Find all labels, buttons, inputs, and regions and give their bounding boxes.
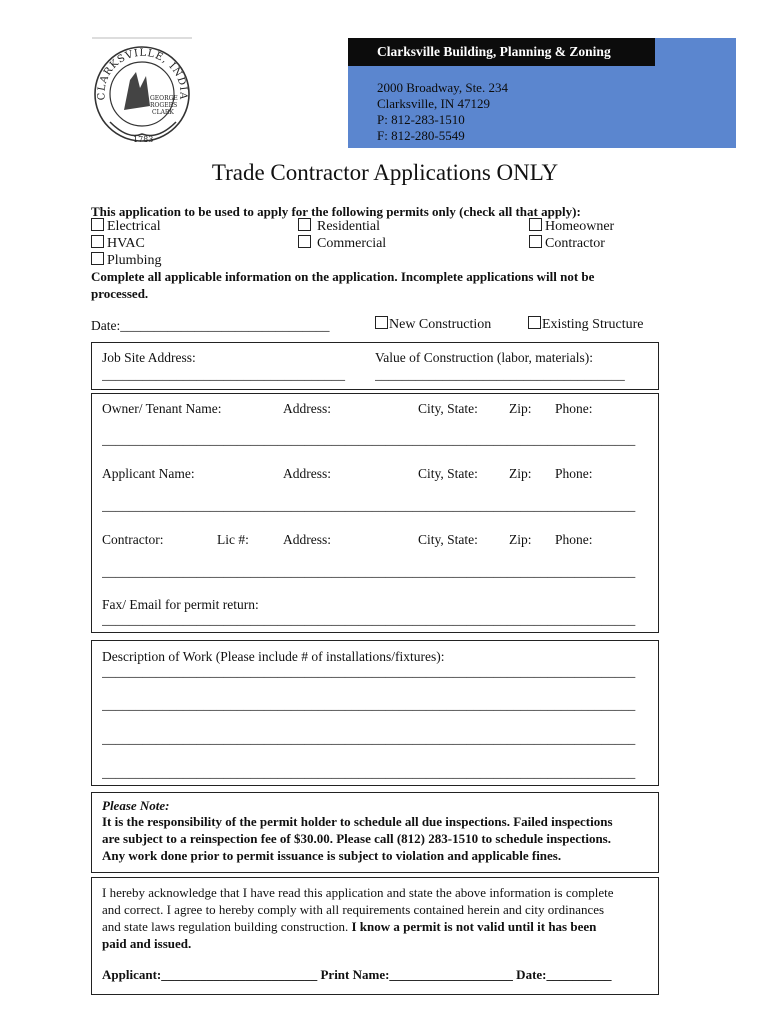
license-number-label: Lic #: [217, 532, 249, 547]
acknowledge-line-3-bold: I know a permit is not valid until it has been [351, 919, 597, 934]
note-line-1: It is the responsibility of the permit holder to schedule all due inspections. Failed inspections [102, 814, 613, 829]
checkbox-hvac[interactable] [91, 235, 145, 252]
construction-value-label: Value of Construction (labor, materials): [375, 350, 594, 365]
checkbox-box[interactable] [91, 252, 104, 265]
note-line-2: are subject to a reinspection fee of $30.00. Please call (812) 283-1510 to schedule inspections. [102, 831, 611, 846]
checkbox-box[interactable] [375, 316, 388, 329]
address-line2: Clarksville, IN 47129 [377, 96, 491, 111]
checkbox-label: New Construction [389, 317, 492, 332]
applicant-info-input[interactable]: _______________________________________________________________________________ [102, 498, 636, 513]
description-line-4[interactable]: _______________________________________________________________________________ [102, 765, 636, 780]
acknowledge-line-3 [102, 918, 596, 935]
owner-phone-label: Phone: [555, 401, 593, 416]
fax-email-label: Fax/ Email for permit return: [102, 597, 259, 612]
acknowledge-line-1: I hereby acknowledge that I have read this application and state the above information is complete [102, 885, 614, 900]
applicant-name-label: Applicant Name: [102, 466, 195, 481]
contractor-info-input[interactable]: _______________________________________________________________________________ [102, 564, 636, 579]
checkbox-homeowner[interactable] [529, 218, 614, 235]
address-line1: 2000 Broadway, Ste. 234 [377, 80, 508, 95]
applicant-city-state-label: City, State: [418, 466, 478, 481]
applicant-phone-label: Phone: [555, 466, 593, 481]
construction-value-input[interactable]: _____________________________________ [375, 367, 625, 382]
phone-line: P: 812-283-1510 [377, 112, 465, 127]
description-line-2[interactable]: _______________________________________________________________________________ [102, 697, 636, 712]
checkbox-box[interactable] [529, 218, 542, 231]
svg-text:CLARK: CLARK [152, 109, 174, 116]
checkbox-label: HVAC [107, 236, 145, 251]
contractor-address-label: Address: [283, 532, 331, 547]
job-site-address-input[interactable]: ____________________________________ [102, 367, 345, 382]
owner-name-label: Owner/ Tenant Name: [102, 401, 222, 416]
svg-text:GEORGE: GEORGE [150, 95, 178, 102]
owner-address-label: Address: [283, 401, 331, 416]
description-line-1[interactable]: _______________________________________________________________________________ [102, 664, 636, 679]
checkbox-box[interactable] [529, 235, 542, 248]
applicant-address-label: Address: [283, 466, 331, 481]
acknowledge-line-2: and correct. I agree to hereby comply with all requirements contained herein and city ordinances [102, 902, 605, 917]
fax-email-input[interactable]: _______________________________________________________________________________ [102, 612, 636, 627]
checkbox-label: Plumbing [107, 253, 162, 268]
checkbox-contractor[interactable] [529, 235, 605, 252]
checkbox-box[interactable] [528, 316, 541, 329]
contractor-zip-label: Zip: [509, 532, 532, 547]
checkbox-label: Commercial [317, 236, 387, 251]
checkbox-label: Electrical [107, 219, 161, 234]
note-line-3: Any work done prior to permit issuance is subject to violation and applicable fines. [102, 848, 562, 863]
date-field[interactable]: Date:_______________________________ [91, 318, 330, 333]
page-title: Trade Contractor Applications ONLY [211, 160, 559, 185]
checkbox-label: Contractor [545, 236, 605, 251]
svg-text:ROGERS: ROGERS [150, 102, 178, 109]
signature-line[interactable]: Applicant:________________________ Print Name:___________________ Date:__________ [102, 967, 612, 982]
checkbox-existing-structure[interactable] [528, 316, 644, 333]
checkbox-box[interactable] [298, 235, 311, 248]
description-line-3[interactable]: _______________________________________________________________________________ [102, 731, 636, 746]
org-name: Clarksville Building, Planning & Zoning [348, 38, 655, 66]
city-seal-logo [88, 36, 196, 148]
svg-text:1783: 1783 [133, 135, 154, 144]
intro-text: This application to be used to apply for the following permits only (check all that apply): [91, 204, 581, 219]
owner-city-state-label: City, State: [418, 401, 478, 416]
svg-text:CLARKSVILLE, INDIANA: CLARKSVILLE, INDIA [96, 47, 189, 101]
checkbox-commercial[interactable] [298, 235, 386, 252]
checkbox-label: Homeowner [545, 219, 615, 234]
checkbox-label: Existing Structure [542, 317, 644, 332]
instruction-text: Complete all applicable information on the application. Incomplete applications will not be processed. [91, 269, 595, 301]
acknowledge-line-3-text: and state laws regulation building construction. [102, 919, 349, 934]
contractor-label: Contractor: [102, 532, 164, 547]
owner-zip-label: Zip: [509, 401, 532, 416]
owner-info-input[interactable]: _______________________________________________________________________________ [102, 432, 636, 447]
checkbox-box[interactable] [91, 218, 104, 231]
note-heading: Please Note: [102, 798, 170, 813]
checkbox-label: Residential [317, 219, 380, 234]
checkbox-new-construction[interactable] [375, 316, 491, 333]
checkbox-electrical[interactable] [91, 218, 161, 235]
description-label: Description of Work (Please include # of installations/fixtures): [102, 649, 445, 664]
contractor-phone-label: Phone: [555, 532, 593, 547]
checkbox-box[interactable] [298, 218, 311, 231]
checkbox-box[interactable] [91, 235, 104, 248]
applicant-zip-label: Zip: [509, 466, 532, 481]
acknowledge-line-4: paid and issued. [102, 936, 192, 951]
contractor-city-state-label: City, State: [418, 532, 478, 547]
job-site-address-label: Job Site Address: [102, 350, 196, 365]
checkbox-residential[interactable] [298, 218, 380, 235]
checkbox-plumbing[interactable] [91, 252, 161, 269]
fax-line: F: 812-280-5549 [377, 128, 465, 143]
